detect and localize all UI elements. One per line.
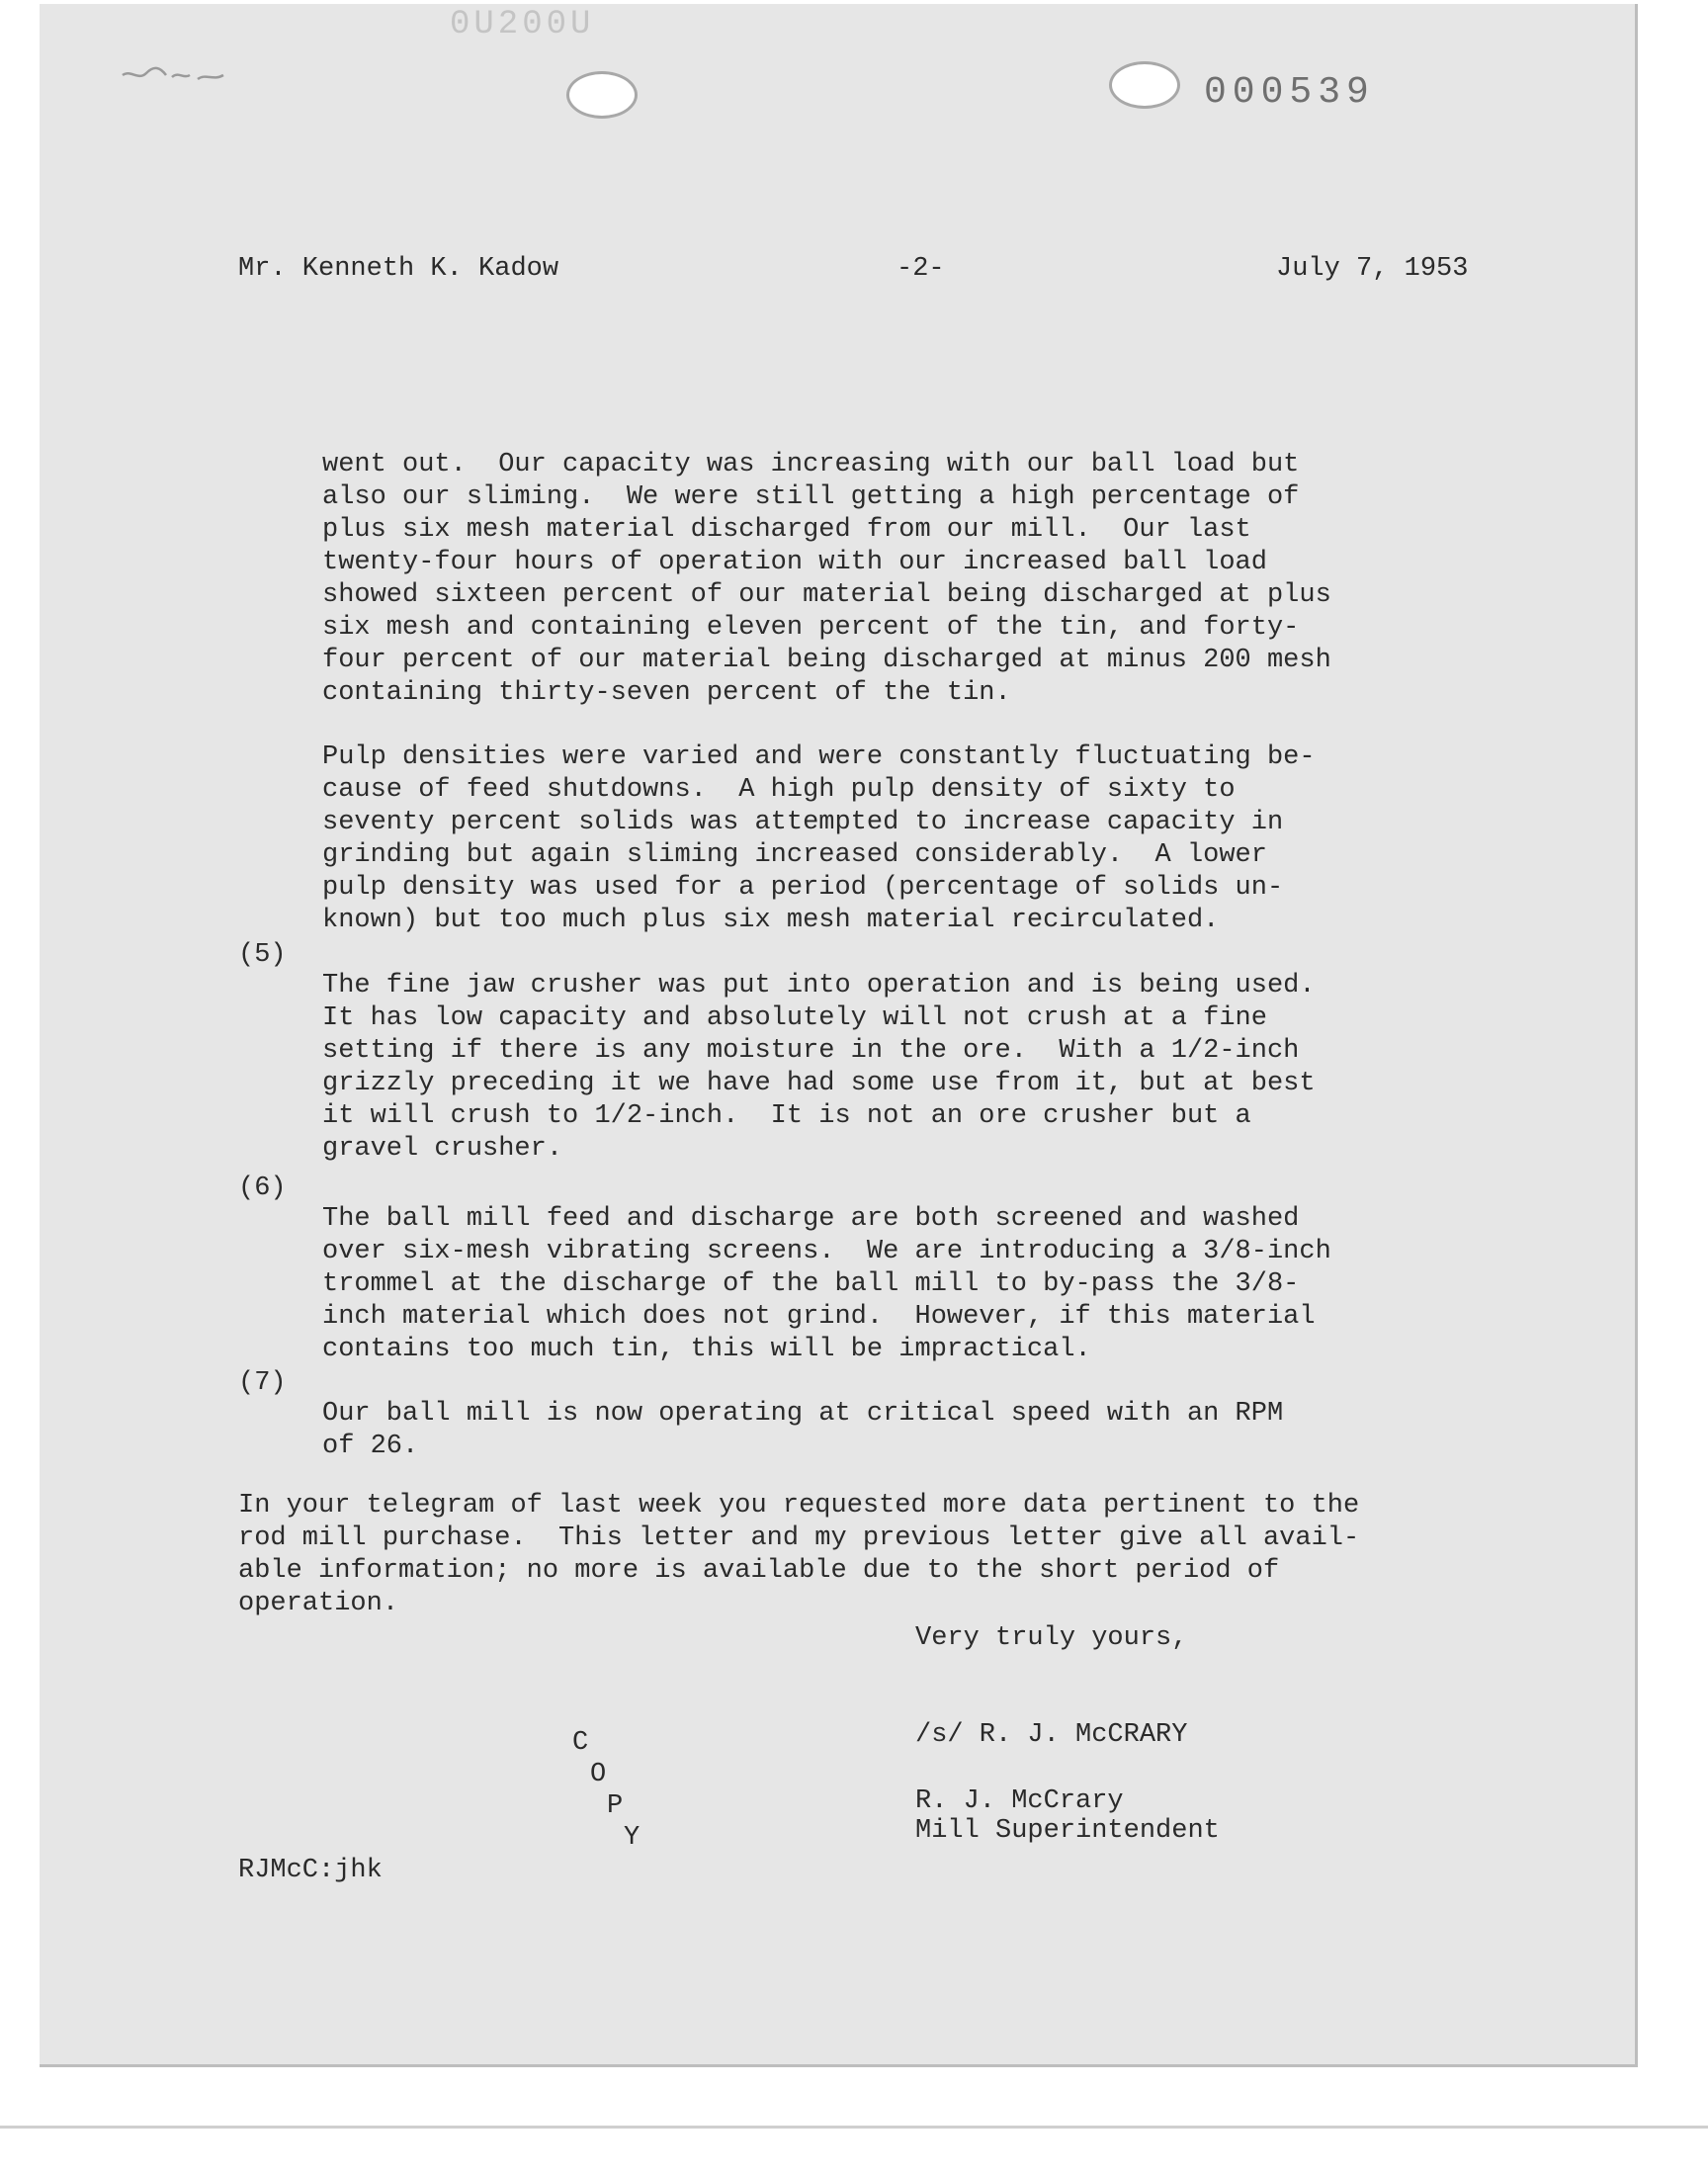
closing-paragraph — [238, 1457, 1359, 1653]
text-line: twenty-four hours of operation with our increased ball load — [322, 548, 1267, 577]
text-line: The fine jaw crusher was put into operation and is being used. — [322, 971, 1316, 1000]
punch-hole-left — [566, 71, 638, 119]
text-line: four percent of our material being discharged at minus 200 mesh — [322, 646, 1331, 675]
item-number-5: (5) — [238, 940, 287, 970]
text-line: also our sliming. We were still getting a high percentage of — [322, 482, 1300, 512]
copy-mark-letter: Y — [624, 1823, 640, 1853]
item-number-7: (7) — [238, 1368, 287, 1398]
text-line: known) but too much plus six mesh material recirculated. — [322, 906, 1220, 935]
text-line: inch material which does not grind. However, if this material — [322, 1302, 1316, 1332]
valediction: Very truly yours, — [915, 1623, 1188, 1653]
text-line: plus six mesh material discharged from our mill. Our last — [322, 515, 1251, 545]
text-line: Pulp densities were varied and were constantly fluctuating be- — [322, 742, 1316, 772]
text-line: went out. Our capacity was increasing with our ball load but — [322, 450, 1300, 479]
text-line: pulp density was used for a period (percentage of solids un- — [322, 873, 1284, 903]
text-line: it will crush to 1/2-inch. It is not an ore crusher but a — [322, 1101, 1251, 1131]
page-number: -2- — [897, 254, 945, 284]
text-line: Our ball mill is now operating at critical speed with an RPM — [322, 1399, 1284, 1429]
scan-edge-line — [0, 2126, 1708, 2129]
copy-mark-letter: P — [607, 1791, 624, 1821]
recipient-name: Mr. Kenneth K. Kadow — [238, 254, 559, 284]
copy-mark-letter: O — [590, 1760, 607, 1789]
text-line: trommel at the discharge of the ball mill to by-pass the 3/8- — [322, 1269, 1300, 1299]
text-line: The ball mill feed and discharge are both screened and washed — [322, 1204, 1300, 1234]
text-line: It has low capacity and absolutely will not crush at a fine — [322, 1003, 1267, 1033]
item-5-text — [322, 937, 1316, 1198]
text-line: seventy percent solids was attempted to increase capacity in — [322, 808, 1284, 837]
text-line: gravel crusher. — [322, 1134, 563, 1164]
text-line: six mesh and containing eleven percent of the tin, and forty- — [322, 613, 1300, 643]
pulp-density-paragraph — [322, 709, 1316, 970]
text-line: showed sixteen percent of our material being discharged at plus — [322, 580, 1331, 610]
handwritten-mark — [121, 61, 229, 91]
continued-paragraph — [322, 416, 1331, 742]
signer-name: R. J. McCrary — [915, 1786, 1124, 1816]
punch-hole-right — [1109, 61, 1180, 109]
document-stamp-number: 000539 — [1204, 71, 1375, 114]
text-line: cause of feed shutdowns. A high pulp density of sixty to — [322, 775, 1236, 805]
text-line: In your telegram of last week you requested more data pertinent to the — [238, 1491, 1360, 1521]
text-line: over six-mesh vibrating screens. We are introducing a 3/8-inch — [322, 1237, 1331, 1266]
signed-name: /s/ R. J. McCRARY — [915, 1720, 1188, 1750]
text-line: of 26. — [322, 1432, 419, 1461]
text-line: grizzly preceding it we have had some use from it, but at best — [322, 1069, 1316, 1098]
text-line: able information; no more is available due to the short period of — [238, 1556, 1280, 1586]
item-number-6: (6) — [238, 1174, 287, 1203]
text-line: setting if there is any moisture in the ore. With a 1/2-inch — [322, 1036, 1300, 1066]
text-line: operation. — [238, 1589, 399, 1618]
text-line: grinding but again sliming increased considerably. A lower — [322, 840, 1267, 870]
letter-date: July 7, 1953 — [1276, 254, 1469, 284]
faint-stamp-number: 0U200U — [450, 6, 595, 44]
reference-initials: RJMcC:jhk — [238, 1856, 383, 1885]
text-line: rod mill purchase. This letter and my previous letter give all avail- — [238, 1523, 1360, 1553]
signer-title: Mill Superintendent — [915, 1816, 1220, 1846]
text-line: containing thirty-seven percent of the tin. — [322, 678, 1011, 708]
text-line: contains too much tin, this will be impractical. — [322, 1335, 1091, 1364]
copy-mark-letter: C — [572, 1728, 589, 1758]
